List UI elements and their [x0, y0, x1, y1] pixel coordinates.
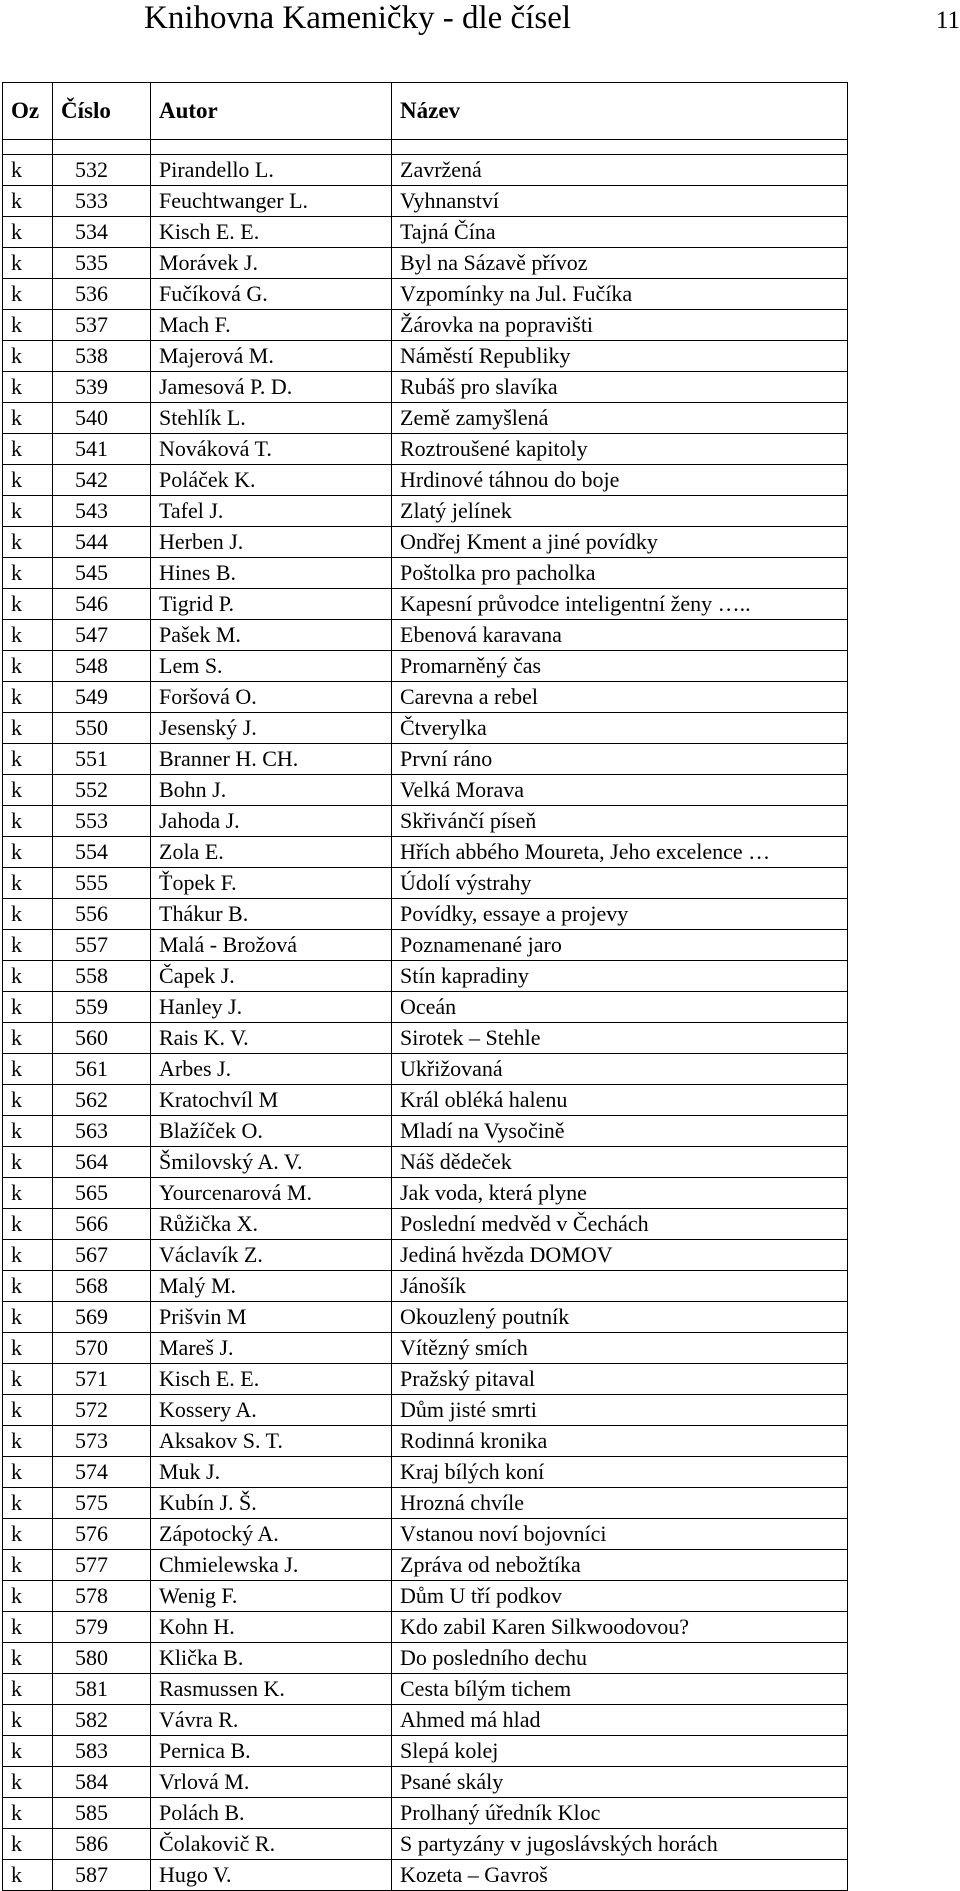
table-row	[3, 589, 848, 620]
cell-nazev: Vyhnanství	[392, 186, 848, 217]
cell-nazev: Poznamenané jaro	[392, 930, 848, 961]
table-row	[3, 868, 848, 899]
cell-autor: Čolakovič R.	[151, 1829, 392, 1860]
cell-autor: Tigrid P.	[151, 589, 392, 620]
cell-cislo: 540	[53, 403, 151, 434]
cell-nazev: Ukřižovaná	[392, 1054, 848, 1085]
cell-cislo: 583	[53, 1736, 151, 1767]
table-row	[3, 155, 848, 186]
cell-cislo: 538	[53, 341, 151, 372]
table-row	[3, 1426, 848, 1457]
cell-cislo: 574	[53, 1457, 151, 1488]
cell-autor: Jesenský J.	[151, 713, 392, 744]
cell-nazev: Cesta bílým tichem	[392, 1674, 848, 1705]
cell-nazev: Promarněný čas	[392, 651, 848, 682]
cell-oz: k	[3, 992, 53, 1023]
cell-autor: Bohn J.	[151, 775, 392, 806]
cell-oz: k	[3, 1240, 53, 1271]
table-row	[3, 186, 848, 217]
cell-cislo: 550	[53, 713, 151, 744]
cell-autor: Hanley J.	[151, 992, 392, 1023]
cell-autor: Muk J.	[151, 1457, 392, 1488]
cell-cislo: 544	[53, 527, 151, 558]
cell-oz: k	[3, 465, 53, 496]
cell-nazev: Hrdinové táhnou do boje	[392, 465, 848, 496]
cell-autor: Pernica B.	[151, 1736, 392, 1767]
cell-oz: k	[3, 837, 53, 868]
cell-cislo: 559	[53, 992, 151, 1023]
cell-cislo: 561	[53, 1054, 151, 1085]
cell-autor: Ťopek F.	[151, 868, 392, 899]
table-row	[3, 1767, 848, 1798]
table-row	[3, 1240, 848, 1271]
book-table	[2, 82, 848, 1891]
cell-oz: k	[3, 682, 53, 713]
cell-autor: Kratochvíl M	[151, 1085, 392, 1116]
cell-oz: k	[3, 1643, 53, 1674]
cell-cislo: 548	[53, 651, 151, 682]
cell-oz: k	[3, 1829, 53, 1860]
cell-cislo: 566	[53, 1209, 151, 1240]
table-row	[3, 837, 848, 868]
cell-oz: k	[3, 1612, 53, 1643]
cell-oz: k	[3, 806, 53, 837]
table-row	[3, 775, 848, 806]
cell-cislo: 554	[53, 837, 151, 868]
cell-cislo: 543	[53, 496, 151, 527]
column-header-nazev: Název	[392, 83, 848, 140]
table-row	[3, 1054, 848, 1085]
cell-nazev: Vstanou noví bojovníci	[392, 1519, 848, 1550]
table-row	[3, 1612, 848, 1643]
cell-oz: k	[3, 620, 53, 651]
cell-nazev: Oceán	[392, 992, 848, 1023]
cell-autor: Wenig F.	[151, 1581, 392, 1612]
page-header	[0, 0, 960, 60]
cell-cislo: 568	[53, 1271, 151, 1302]
cell-nazev: Slepá kolej	[392, 1736, 848, 1767]
cell-autor: Kisch E. E.	[151, 217, 392, 248]
table-row	[3, 1147, 848, 1178]
cell-cislo: 537	[53, 310, 151, 341]
table-row	[3, 1829, 848, 1860]
cell-oz: k	[3, 775, 53, 806]
cell-oz: k	[3, 434, 53, 465]
cell-oz: k	[3, 217, 53, 248]
cell-autor: Růžička X.	[151, 1209, 392, 1240]
cell-autor: Pašek M.	[151, 620, 392, 651]
cell-autor: Stehlík L.	[151, 403, 392, 434]
table-row	[3, 744, 848, 775]
cell-autor: Pirandello L.	[151, 155, 392, 186]
table-row	[3, 1209, 848, 1240]
cell-oz: k	[3, 1147, 53, 1178]
cell-oz: k	[3, 1705, 53, 1736]
document-title: Knihovna Kameničky - dle čísel	[144, 0, 572, 36]
cell-oz: k	[3, 713, 53, 744]
table-row	[3, 1860, 848, 1891]
cell-cislo: 553	[53, 806, 151, 837]
cell-autor: Kossery A.	[151, 1395, 392, 1426]
table-row	[3, 372, 848, 403]
cell-cislo: 551	[53, 744, 151, 775]
cell-autor: Kisch E. E.	[151, 1364, 392, 1395]
cell-autor: Aksakov S. T.	[151, 1426, 392, 1457]
cell-nazev: Zavržená	[392, 155, 848, 186]
cell-oz: k	[3, 961, 53, 992]
cell-autor: Blažíček O.	[151, 1116, 392, 1147]
cell-autor: Václavík Z.	[151, 1240, 392, 1271]
cell-oz: k	[3, 1302, 53, 1333]
cell-autor: Arbes J.	[151, 1054, 392, 1085]
table-row	[3, 1705, 848, 1736]
cell-nazev: Hrozná chvíle	[392, 1488, 848, 1519]
cell-nazev: Kapesní průvodce inteligentní ženy …..	[392, 589, 848, 620]
table-row	[3, 341, 848, 372]
cell-oz: k	[3, 1581, 53, 1612]
cell-nazev: Země zamyšlená	[392, 403, 848, 434]
book-table-container	[2, 82, 847, 1891]
cell-oz: k	[3, 186, 53, 217]
cell-autor: Polách B.	[151, 1798, 392, 1829]
cell-cislo: 539	[53, 372, 151, 403]
cell-nazev: Poštolka pro pacholka	[392, 558, 848, 589]
cell-oz: k	[3, 1736, 53, 1767]
table-row	[3, 1178, 848, 1209]
table-row	[3, 1550, 848, 1581]
cell-nazev: Okouzlený poutník	[392, 1302, 848, 1333]
cell-nazev: Čtverylka	[392, 713, 848, 744]
cell-nazev: Kraj bílých koní	[392, 1457, 848, 1488]
cell-oz: k	[3, 341, 53, 372]
table-row	[3, 1085, 848, 1116]
cell-cislo: 558	[53, 961, 151, 992]
cell-nazev: Rodinná kronika	[392, 1426, 848, 1457]
cell-autor: Zápotocký A.	[151, 1519, 392, 1550]
cell-oz: k	[3, 1519, 53, 1550]
cell-nazev: Skřivánčí píseň	[392, 806, 848, 837]
cell-autor: Morávek J.	[151, 248, 392, 279]
cell-autor: Yourcenarová M.	[151, 1178, 392, 1209]
cell-cislo: 542	[53, 465, 151, 496]
cell-nazev: Dům U tří podkov	[392, 1581, 848, 1612]
cell-cislo: 565	[53, 1178, 151, 1209]
cell-autor: Rais K. V.	[151, 1023, 392, 1054]
cell-nazev: Jak voda, která plyne	[392, 1178, 848, 1209]
cell-nazev: Náměstí Republiky	[392, 341, 848, 372]
cell-nazev: Jediná hvězda DOMOV	[392, 1240, 848, 1271]
cell-oz: k	[3, 310, 53, 341]
cell-autor: Hines B.	[151, 558, 392, 589]
cell-cislo: 533	[53, 186, 151, 217]
cell-oz: k	[3, 589, 53, 620]
cell-oz: k	[3, 403, 53, 434]
cell-oz: k	[3, 1054, 53, 1085]
cell-cislo: 555	[53, 868, 151, 899]
table-row	[3, 682, 848, 713]
table-row	[3, 1395, 848, 1426]
cell-nazev: Zpráva od nebožtíka	[392, 1550, 848, 1581]
cell-autor: Branner H. CH.	[151, 744, 392, 775]
cell-cislo: 576	[53, 1519, 151, 1550]
column-header-autor: Autor	[151, 83, 392, 140]
cell-cislo: 571	[53, 1364, 151, 1395]
cell-autor: Tafel J.	[151, 496, 392, 527]
cell-cislo: 552	[53, 775, 151, 806]
cell-cislo: 579	[53, 1612, 151, 1643]
cell-nazev: Jánošík	[392, 1271, 848, 1302]
cell-autor: Čapek J.	[151, 961, 392, 992]
cell-oz: k	[3, 1085, 53, 1116]
cell-nazev: Kozeta – Gavroš	[392, 1860, 848, 1891]
cell-oz: k	[3, 155, 53, 186]
table-row	[3, 527, 848, 558]
cell-oz: k	[3, 1116, 53, 1147]
cell-autor: Prišvin M	[151, 1302, 392, 1333]
cell-nazev: Vítězný smích	[392, 1333, 848, 1364]
cell-oz: k	[3, 1271, 53, 1302]
table-row	[3, 279, 848, 310]
table-row	[3, 1302, 848, 1333]
cell-nazev: Povídky, essaye a projevy	[392, 899, 848, 930]
cell-oz: k	[3, 1550, 53, 1581]
table-row	[3, 1519, 848, 1550]
table-row	[3, 465, 848, 496]
table-row	[3, 496, 848, 527]
table-row	[3, 806, 848, 837]
table-row	[3, 1643, 848, 1674]
cell-cislo: 585	[53, 1798, 151, 1829]
cell-cislo: 560	[53, 1023, 151, 1054]
cell-autor: Malý M.	[151, 1271, 392, 1302]
cell-nazev: Vzpomínky na Jul. Fučíka	[392, 279, 848, 310]
cell-oz: k	[3, 1023, 53, 1054]
table-row	[3, 1736, 848, 1767]
cell-oz: k	[3, 899, 53, 930]
cell-oz: k	[3, 1178, 53, 1209]
cell-autor: Feuchtwanger L.	[151, 186, 392, 217]
cell-oz: k	[3, 930, 53, 961]
cell-oz: k	[3, 868, 53, 899]
cell-cislo: 541	[53, 434, 151, 465]
cell-cislo: 570	[53, 1333, 151, 1364]
cell-cislo: 577	[53, 1550, 151, 1581]
cell-oz: k	[3, 1426, 53, 1457]
cell-autor: Šmilovský A. V.	[151, 1147, 392, 1178]
cell-nazev: Poslední medvěd v Čechách	[392, 1209, 848, 1240]
table-row	[3, 248, 848, 279]
cell-cislo: 572	[53, 1395, 151, 1426]
cell-oz: k	[3, 248, 53, 279]
cell-nazev: Roztroušené kapitoly	[392, 434, 848, 465]
cell-nazev: Tajná Čína	[392, 217, 848, 248]
cell-autor: Fučíková G.	[151, 279, 392, 310]
table-row	[3, 1674, 848, 1705]
cell-nazev: Psané skály	[392, 1767, 848, 1798]
cell-cislo: 556	[53, 899, 151, 930]
cell-oz: k	[3, 1457, 53, 1488]
cell-oz: k	[3, 1488, 53, 1519]
table-row	[3, 992, 848, 1023]
cell-nazev: Ahmed má hlad	[392, 1705, 848, 1736]
cell-cislo: 547	[53, 620, 151, 651]
cell-nazev: Ebenová karavana	[392, 620, 848, 651]
cell-autor: Lem S.	[151, 651, 392, 682]
table-row	[3, 1023, 848, 1054]
cell-autor: Herben J.	[151, 527, 392, 558]
page-number: 11	[935, 7, 960, 34]
cell-cislo: 567	[53, 1240, 151, 1271]
cell-oz: k	[3, 1860, 53, 1891]
table-row	[3, 713, 848, 744]
cell-oz: k	[3, 372, 53, 403]
cell-nazev: Byl na Sázavě přívoz	[392, 248, 848, 279]
cell-cislo: 563	[53, 1116, 151, 1147]
cell-oz: k	[3, 1674, 53, 1705]
cell-cislo: 536	[53, 279, 151, 310]
cell-oz: k	[3, 1798, 53, 1829]
cell-nazev: Pražský pitaval	[392, 1364, 848, 1395]
cell-nazev: Král obléká halenu	[392, 1085, 848, 1116]
cell-cislo: 575	[53, 1488, 151, 1519]
cell-oz: k	[3, 558, 53, 589]
cell-autor: Mach F.	[151, 310, 392, 341]
cell-autor: Vávra R.	[151, 1705, 392, 1736]
table-row	[3, 620, 848, 651]
cell-oz: k	[3, 744, 53, 775]
cell-oz: k	[3, 527, 53, 558]
cell-cislo: 532	[53, 155, 151, 186]
cell-nazev: Rubáš pro slavíka	[392, 372, 848, 403]
cell-cislo: 580	[53, 1643, 151, 1674]
cell-oz: k	[3, 1209, 53, 1240]
cell-nazev: Ondřej Kment a jiné povídky	[392, 527, 848, 558]
cell-autor: Rasmussen K.	[151, 1674, 392, 1705]
cell-cislo: 549	[53, 682, 151, 713]
table-row	[3, 1581, 848, 1612]
cell-cislo: 557	[53, 930, 151, 961]
cell-autor: Nováková T.	[151, 434, 392, 465]
cell-nazev: Stín kapradiny	[392, 961, 848, 992]
cell-oz: k	[3, 1767, 53, 1798]
table-row	[3, 1116, 848, 1147]
table-row	[3, 217, 848, 248]
cell-oz: k	[3, 1395, 53, 1426]
cell-oz: k	[3, 651, 53, 682]
cell-nazev: Sirotek – Stehle	[392, 1023, 848, 1054]
table-row	[3, 651, 848, 682]
cell-cislo: 578	[53, 1581, 151, 1612]
cell-nazev: Prolhaný úředník Kloc	[392, 1798, 848, 1829]
cell-cislo: 569	[53, 1302, 151, 1333]
cell-autor: Klička B.	[151, 1643, 392, 1674]
cell-autor: Mareš J.	[151, 1333, 392, 1364]
cell-autor: Jamesová P. D.	[151, 372, 392, 403]
cell-nazev: Dům jisté smrti	[392, 1395, 848, 1426]
table-row	[3, 961, 848, 992]
cell-autor: Jahoda J.	[151, 806, 392, 837]
cell-nazev: Žárovka na popravišti	[392, 310, 848, 341]
cell-nazev: S partyzány v jugoslávských horách	[392, 1829, 848, 1860]
cell-autor: Chmielewska J.	[151, 1550, 392, 1581]
table-row	[3, 1271, 848, 1302]
table-row	[3, 930, 848, 961]
cell-oz: k	[3, 1364, 53, 1395]
column-header-oz: Oz	[3, 83, 53, 140]
cell-nazev: Kdo zabil Karen Silkwoodovou?	[392, 1612, 848, 1643]
cell-oz: k	[3, 1333, 53, 1364]
cell-cislo: 564	[53, 1147, 151, 1178]
cell-nazev: Carevna a rebel	[392, 682, 848, 713]
cell-oz: k	[3, 496, 53, 527]
table-spacer-row	[3, 140, 848, 155]
cell-autor: Vrlová M.	[151, 1767, 392, 1798]
column-header-cislo: Číslo	[53, 83, 151, 140]
table-row	[3, 1488, 848, 1519]
table-row	[3, 558, 848, 589]
table-row	[3, 310, 848, 341]
table-row	[3, 1798, 848, 1829]
cell-autor: Kubín J. Š.	[151, 1488, 392, 1519]
cell-autor: Hugo V.	[151, 1860, 392, 1891]
cell-nazev: Náš dědeček	[392, 1147, 848, 1178]
cell-cislo: 581	[53, 1674, 151, 1705]
cell-autor: Kohn H.	[151, 1612, 392, 1643]
table-row	[3, 899, 848, 930]
cell-cislo: 587	[53, 1860, 151, 1891]
cell-nazev: Do posledního dechu	[392, 1643, 848, 1674]
cell-cislo: 584	[53, 1767, 151, 1798]
table-row	[3, 1333, 848, 1364]
cell-autor: Majerová M.	[151, 341, 392, 372]
cell-cislo: 545	[53, 558, 151, 589]
cell-cislo: 562	[53, 1085, 151, 1116]
cell-cislo: 546	[53, 589, 151, 620]
cell-cislo: 535	[53, 248, 151, 279]
cell-autor: Zola E.	[151, 837, 392, 868]
cell-nazev: Zlatý jelínek	[392, 496, 848, 527]
cell-autor: Poláček K.	[151, 465, 392, 496]
table-row	[3, 1364, 848, 1395]
table-header-row	[3, 83, 848, 140]
cell-nazev: Hřích abbého Moureta, Jeho excelence …	[392, 837, 848, 868]
table-row	[3, 1457, 848, 1488]
cell-cislo: 573	[53, 1426, 151, 1457]
table-row	[3, 434, 848, 465]
cell-autor: Malá - Brožová	[151, 930, 392, 961]
table-row	[3, 403, 848, 434]
cell-cislo: 534	[53, 217, 151, 248]
cell-oz: k	[3, 279, 53, 310]
cell-nazev: Mladí na Vysočině	[392, 1116, 848, 1147]
cell-nazev: První ráno	[392, 744, 848, 775]
table-body	[3, 140, 848, 1891]
cell-cislo: 582	[53, 1705, 151, 1736]
cell-autor: Thákur B.	[151, 899, 392, 930]
cell-cislo: 586	[53, 1829, 151, 1860]
cell-nazev: Velká Morava	[392, 775, 848, 806]
cell-autor: Foršová O.	[151, 682, 392, 713]
cell-nazev: Údolí výstrahy	[392, 868, 848, 899]
